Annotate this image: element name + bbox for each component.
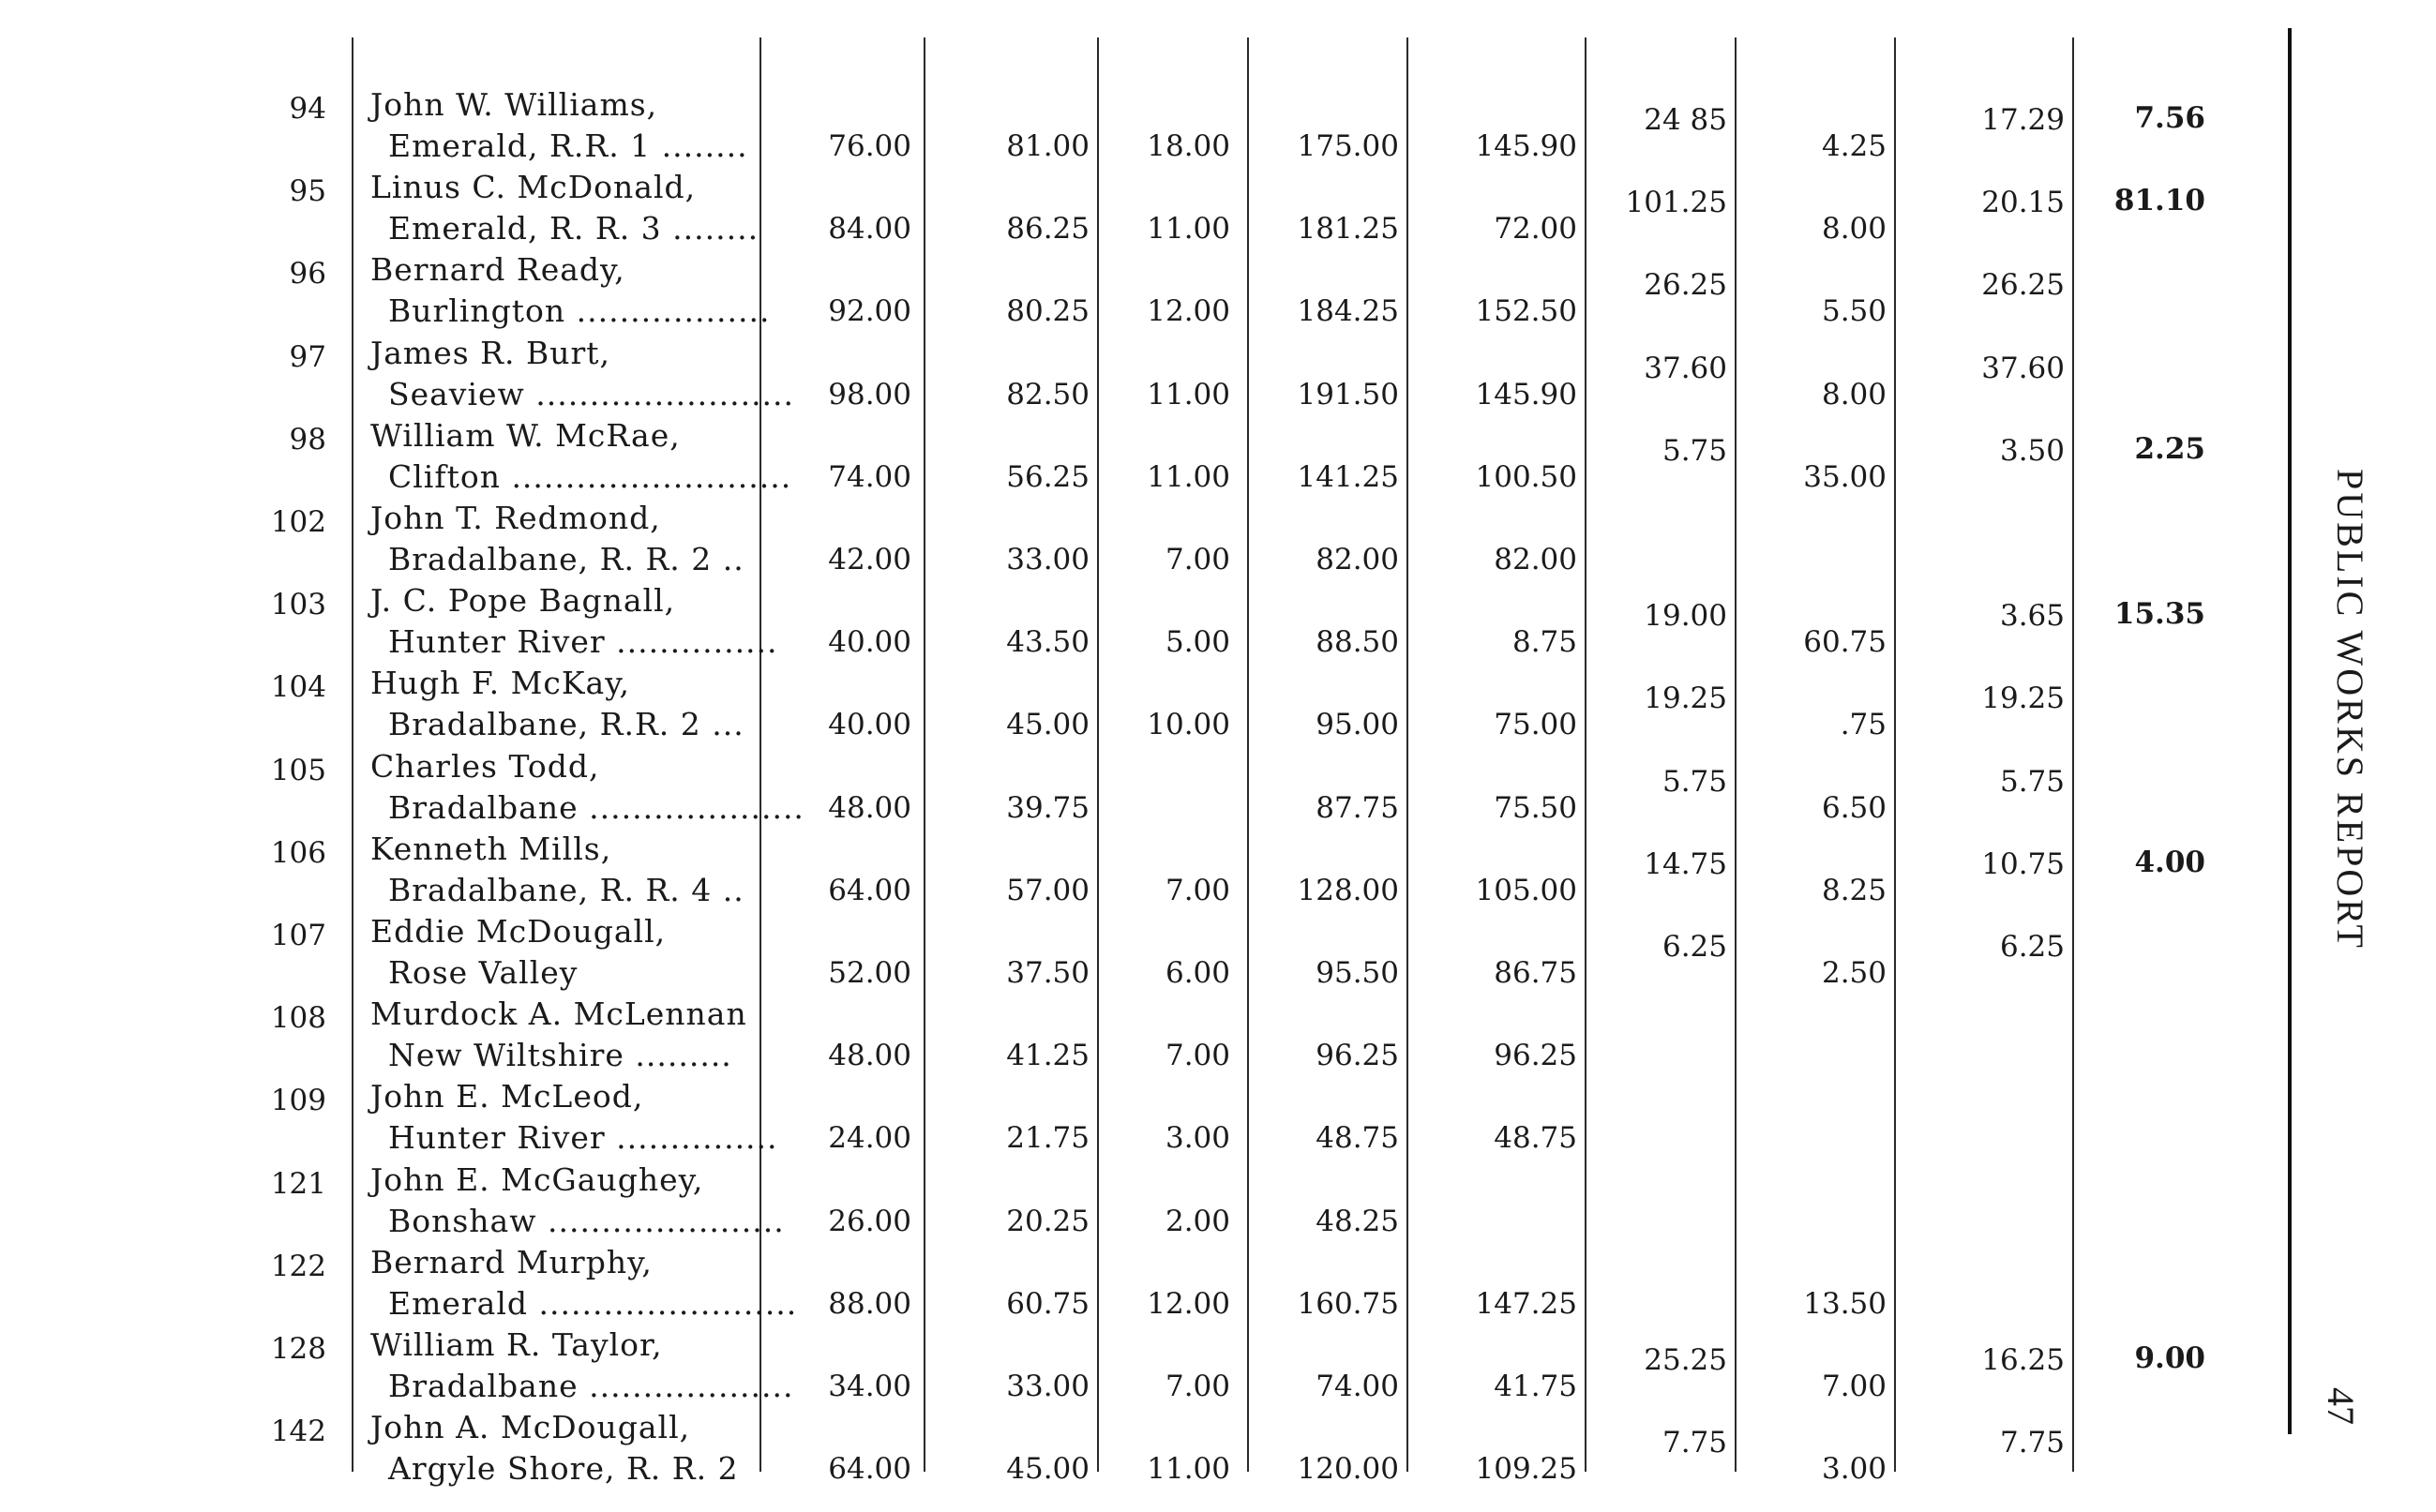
owner-place: New Wiltshire ......... bbox=[388, 1037, 732, 1074]
amount-cell-c1: 40.00 bbox=[828, 625, 911, 660]
amount-cell-c3: 11.00 bbox=[1147, 377, 1230, 412]
table-row bbox=[0, 1074, 2250, 1157]
amount-cell-c3: 12.00 bbox=[1147, 1286, 1230, 1321]
amount-cell-c1: 98.00 bbox=[828, 377, 911, 412]
amount-cell-c7: 8.25 bbox=[1821, 873, 1887, 907]
row-number: 96 bbox=[289, 257, 326, 292]
amount-cell-c9: 9.00 bbox=[2134, 1341, 2205, 1375]
table-row bbox=[0, 1240, 2250, 1323]
amount-cell-c2: 81.00 bbox=[1006, 129, 1090, 163]
amount-cell-c1: 52.00 bbox=[828, 956, 911, 990]
owner-place: Emerald, R.R. 1 ........ bbox=[388, 127, 748, 164]
owner-name: Murdock A. McLennan bbox=[370, 996, 747, 1033]
amount-cell-c5: 48.75 bbox=[1494, 1121, 1577, 1156]
owner-place: Emerald, R. R. 3 ........ bbox=[388, 210, 759, 247]
amount-cell-c5: 105.00 bbox=[1475, 873, 1577, 907]
amount-cell-c4: 128.00 bbox=[1297, 873, 1399, 907]
amount-cell-c8: 19.25 bbox=[1981, 681, 2065, 716]
amount-cell-c5: 96.25 bbox=[1494, 1039, 1577, 1073]
amount-cell-c8: 17.29 bbox=[1981, 103, 2065, 137]
owner-name: Bernard Ready, bbox=[370, 251, 625, 289]
row-number: 142 bbox=[270, 1415, 326, 1449]
table-row bbox=[0, 82, 2250, 165]
table-row bbox=[0, 1405, 2250, 1488]
amount-cell-c1: 74.00 bbox=[828, 459, 911, 494]
amount-cell-c2: 37.50 bbox=[1006, 956, 1090, 990]
amount-cell-c4: 48.75 bbox=[1316, 1121, 1399, 1156]
amount-cell-c6: 25.25 bbox=[1644, 1343, 1727, 1377]
amount-cell-c3: 10.00 bbox=[1147, 708, 1230, 742]
owner-place: Bradalbane, R.R. 2 ... bbox=[388, 706, 744, 743]
owner-place: Hunter River ............... bbox=[388, 623, 778, 661]
amount-cell-c2: 39.75 bbox=[1006, 790, 1090, 825]
owner-place: Clifton .......................... bbox=[388, 457, 792, 495]
amount-cell-c2: 21.75 bbox=[1006, 1121, 1090, 1156]
row-number: 121 bbox=[270, 1166, 326, 1201]
amount-cell-c4: 95.50 bbox=[1316, 956, 1399, 990]
row-number: 106 bbox=[270, 835, 326, 870]
amount-cell-c4: 88.50 bbox=[1316, 625, 1399, 660]
amount-cell-c2: 41.25 bbox=[1006, 1039, 1090, 1073]
amount-cell-c2: 45.00 bbox=[1006, 1452, 1090, 1487]
amount-cell-c5: 41.75 bbox=[1494, 1370, 1577, 1403]
amount-cell-c4: 175.00 bbox=[1297, 129, 1399, 163]
amount-cell-c6: 5.75 bbox=[1662, 433, 1727, 468]
amount-cell-c5: 82.00 bbox=[1494, 543, 1577, 576]
amount-cell-c7: 3.00 bbox=[1821, 1452, 1887, 1487]
amount-cell-c2: 56.25 bbox=[1006, 459, 1090, 494]
amount-cell-c9: 81.10 bbox=[2113, 184, 2205, 218]
amount-cell-c3: 5.00 bbox=[1165, 625, 1230, 660]
amount-cell-c9: 7.56 bbox=[2134, 101, 2205, 135]
amount-cell-c2: 60.75 bbox=[1006, 1286, 1090, 1321]
owner-name: James R. Burt, bbox=[370, 334, 611, 371]
amount-cell-c3: 3.00 bbox=[1165, 1121, 1230, 1156]
row-number: 104 bbox=[270, 670, 326, 705]
amount-cell-c1: 26.00 bbox=[828, 1204, 911, 1238]
owner-place: Emerald ........................ bbox=[388, 1284, 798, 1322]
table-row bbox=[0, 247, 2250, 330]
table-row bbox=[0, 992, 2250, 1074]
table-row bbox=[0, 165, 2250, 247]
amount-cell-c1: 64.00 bbox=[828, 1452, 911, 1487]
amount-cell-c8: 3.65 bbox=[1999, 599, 2065, 634]
owner-place: Hunter River ............... bbox=[388, 1119, 778, 1157]
owner-name: Eddie McDougall, bbox=[370, 913, 667, 950]
amount-cell-c7: 35.00 bbox=[1803, 459, 1887, 494]
amount-cell-c8: 10.75 bbox=[1981, 846, 2065, 881]
row-number: 108 bbox=[270, 1001, 326, 1036]
amount-cell-c4: 141.25 bbox=[1297, 459, 1399, 494]
amount-cell-c6: 6.25 bbox=[1662, 930, 1727, 964]
amount-cell-c7: 60.75 bbox=[1803, 625, 1887, 660]
amount-cell-c4: 82.00 bbox=[1316, 543, 1399, 576]
amount-cell-c5: 86.75 bbox=[1494, 956, 1577, 990]
amount-cell-c7: 8.00 bbox=[1821, 212, 1887, 247]
amount-cell-c7: 8.00 bbox=[1821, 377, 1887, 412]
owner-place: Rose Valley bbox=[388, 954, 579, 991]
amount-cell-c7: 5.50 bbox=[1821, 294, 1887, 329]
owner-name: John W. Williams, bbox=[370, 86, 658, 123]
amount-cell-c6: 19.25 bbox=[1644, 681, 1727, 716]
owner-name: John A. McDougall, bbox=[370, 1409, 691, 1446]
amount-cell-c2: 45.00 bbox=[1006, 708, 1090, 742]
amount-cell-c2: 20.25 bbox=[1006, 1204, 1090, 1238]
owner-place: Burlington .................. bbox=[388, 292, 771, 330]
amount-cell-c8: 5.75 bbox=[1999, 764, 2065, 799]
amount-cell-c2: 82.50 bbox=[1006, 377, 1090, 412]
amount-cell-c8: 16.25 bbox=[1981, 1343, 2065, 1377]
row-number: 105 bbox=[270, 753, 326, 787]
amount-cell-c6: 37.60 bbox=[1644, 351, 1727, 385]
owner-place: Bradalbane .................... bbox=[388, 788, 804, 826]
owner-name: William R. Taylor, bbox=[370, 1326, 663, 1363]
amount-cell-c6: 101.25 bbox=[1625, 186, 1727, 220]
amount-cell-c6: 19.00 bbox=[1644, 599, 1727, 634]
amount-cell-c1: 64.00 bbox=[828, 873, 911, 907]
amount-cell-c1: 48.00 bbox=[828, 790, 911, 825]
amount-cell-c3: 6.00 bbox=[1165, 956, 1230, 990]
row-number: 102 bbox=[270, 505, 326, 539]
row-number: 107 bbox=[270, 919, 326, 952]
amount-cell-c6: 7.75 bbox=[1662, 1426, 1727, 1460]
row-number: 98 bbox=[289, 422, 326, 457]
amount-cell-c4: 48.25 bbox=[1316, 1204, 1399, 1238]
amount-cell-c3: 7.00 bbox=[1165, 543, 1230, 576]
table-row bbox=[0, 578, 2250, 661]
amount-cell-c3: 7.00 bbox=[1165, 1039, 1230, 1073]
margin-rule bbox=[2288, 28, 2292, 1434]
amount-cell-c9: 4.00 bbox=[2134, 845, 2205, 879]
amount-cell-c7: 6.50 bbox=[1821, 790, 1887, 825]
amount-cell-c8: 3.50 bbox=[1999, 433, 2065, 468]
amount-cell-c4: 191.50 bbox=[1297, 377, 1399, 412]
amount-cell-c5: 75.50 bbox=[1494, 790, 1577, 825]
owner-name: Hugh F. McKay, bbox=[370, 665, 630, 702]
amount-cell-c6: 14.75 bbox=[1644, 846, 1727, 881]
page-number: 47 bbox=[2320, 1387, 2362, 1425]
row-number: 109 bbox=[270, 1084, 326, 1118]
amount-cell-c4: 120.00 bbox=[1297, 1452, 1399, 1487]
table-row bbox=[0, 1158, 2250, 1240]
owner-name: Bernard Murphy, bbox=[370, 1243, 653, 1280]
amount-cell-c8: 20.15 bbox=[1981, 186, 2065, 220]
amount-cell-c7: 13.50 bbox=[1803, 1286, 1887, 1321]
amount-cell-c4: 184.25 bbox=[1297, 294, 1399, 329]
amount-cell-c1: 88.00 bbox=[828, 1286, 911, 1321]
amount-cell-c9: 2.25 bbox=[2134, 431, 2205, 466]
owner-name: John T. Redmond, bbox=[370, 500, 661, 536]
amount-cell-c1: 34.00 bbox=[828, 1370, 911, 1403]
amount-cell-c5: 8.75 bbox=[1511, 625, 1577, 660]
row-number: 103 bbox=[270, 588, 326, 622]
amount-cell-c3: 7.00 bbox=[1165, 1370, 1230, 1403]
table-row bbox=[0, 661, 2250, 743]
amount-cell-c8: 7.75 bbox=[1999, 1426, 2065, 1460]
amount-cell-c4: 74.00 bbox=[1316, 1370, 1399, 1403]
amount-cell-c5: 145.90 bbox=[1475, 129, 1577, 163]
amount-cell-c1: 76.00 bbox=[828, 129, 911, 163]
table-row bbox=[0, 1323, 2250, 1405]
amount-cell-c5: 72.00 bbox=[1494, 212, 1577, 247]
amount-cell-c4: 181.25 bbox=[1297, 212, 1399, 247]
row-number: 94 bbox=[289, 92, 326, 126]
amount-cell-c8: 26.25 bbox=[1981, 268, 2065, 303]
owner-name: William W. McRae, bbox=[370, 416, 681, 454]
table-row bbox=[0, 909, 2250, 992]
amount-cell-c4: 160.75 bbox=[1297, 1286, 1399, 1321]
amount-cell-c8: 37.60 bbox=[1981, 351, 2065, 385]
amount-cell-c3: 11.00 bbox=[1147, 212, 1230, 247]
running-head: PUBLIC WORKS REPORT bbox=[2329, 469, 2371, 951]
amount-cell-c5: 75.00 bbox=[1494, 708, 1577, 742]
owner-name: J. C. Pope Bagnall, bbox=[370, 582, 676, 620]
amount-cell-c7: 7.00 bbox=[1821, 1370, 1887, 1403]
row-number: 95 bbox=[289, 174, 326, 209]
table-row bbox=[0, 827, 2250, 909]
owner-name: Kenneth Mills, bbox=[370, 830, 612, 867]
amount-cell-c6: 5.75 bbox=[1662, 764, 1727, 799]
owner-name: Charles Todd, bbox=[370, 747, 600, 785]
owner-place: Bradalbane, R. R. 2 .. bbox=[388, 541, 744, 577]
owner-place: Seaview ........................ bbox=[388, 375, 795, 412]
amount-cell-c3: 11.00 bbox=[1147, 459, 1230, 494]
table-row bbox=[0, 413, 2250, 496]
amount-cell-c3: 2.00 bbox=[1165, 1204, 1230, 1238]
row-number: 122 bbox=[270, 1249, 326, 1283]
amount-cell-c5: 109.25 bbox=[1475, 1452, 1577, 1487]
owner-name: Linus C. McDonald, bbox=[370, 169, 697, 206]
amount-cell-c3: 11.00 bbox=[1147, 1452, 1230, 1487]
amount-cell-c2: 43.50 bbox=[1006, 625, 1090, 660]
owner-place: Bradalbane, R. R. 4 .. bbox=[388, 871, 744, 908]
owner-name: John E. McGaughey, bbox=[370, 1160, 704, 1198]
amount-cell-c6: 24 85 bbox=[1644, 103, 1727, 137]
amount-cell-c8: 6.25 bbox=[1999, 930, 2065, 964]
amount-cell-c4: 96.25 bbox=[1316, 1039, 1399, 1073]
amount-cell-c4: 87.75 bbox=[1316, 790, 1399, 825]
amount-cell-c2: 33.00 bbox=[1006, 543, 1090, 576]
amount-cell-c4: 95.00 bbox=[1316, 708, 1399, 742]
table-row bbox=[0, 331, 2250, 413]
row-number: 128 bbox=[270, 1332, 326, 1366]
owner-place: Bonshaw ...................... bbox=[388, 1202, 785, 1239]
amount-cell-c2: 86.25 bbox=[1006, 212, 1090, 247]
amount-cell-c2: 57.00 bbox=[1006, 873, 1090, 907]
amount-cell-c7: 4.25 bbox=[1821, 129, 1887, 163]
amount-cell-c1: 40.00 bbox=[828, 708, 911, 742]
amount-cell-c5: 100.50 bbox=[1475, 459, 1577, 494]
amount-cell-c6: 26.25 bbox=[1644, 268, 1727, 303]
amount-cell-c9: 15.35 bbox=[2113, 597, 2205, 632]
amount-cell-c3: 7.00 bbox=[1165, 873, 1230, 907]
amount-cell-c1: 24.00 bbox=[828, 1121, 911, 1156]
owner-place: Bradalbane ................... bbox=[388, 1368, 794, 1404]
amount-cell-c1: 84.00 bbox=[828, 212, 911, 247]
amount-cell-c1: 42.00 bbox=[828, 543, 911, 576]
amount-cell-c1: 48.00 bbox=[828, 1039, 911, 1073]
amount-cell-c5: 152.50 bbox=[1475, 294, 1577, 329]
table-row bbox=[0, 496, 2250, 578]
amount-cell-c3: 18.00 bbox=[1147, 129, 1230, 163]
amount-cell-c2: 33.00 bbox=[1006, 1370, 1090, 1403]
amount-cell-c3: 12.00 bbox=[1147, 294, 1230, 329]
amount-cell-c2: 80.25 bbox=[1006, 294, 1090, 329]
owner-name: John E. McLeod, bbox=[370, 1078, 644, 1115]
table-row bbox=[0, 744, 2250, 827]
amount-cell-c1: 92.00 bbox=[828, 294, 911, 329]
amount-cell-c7: .75 bbox=[1840, 708, 1887, 742]
amount-cell-c7: 2.50 bbox=[1821, 956, 1887, 990]
amount-cell-c5: 147.25 bbox=[1475, 1286, 1577, 1321]
amount-cell-c5: 145.90 bbox=[1475, 377, 1577, 412]
owner-place: Argyle Shore, R. R. 2 bbox=[388, 1450, 739, 1488]
row-number: 97 bbox=[289, 339, 326, 374]
